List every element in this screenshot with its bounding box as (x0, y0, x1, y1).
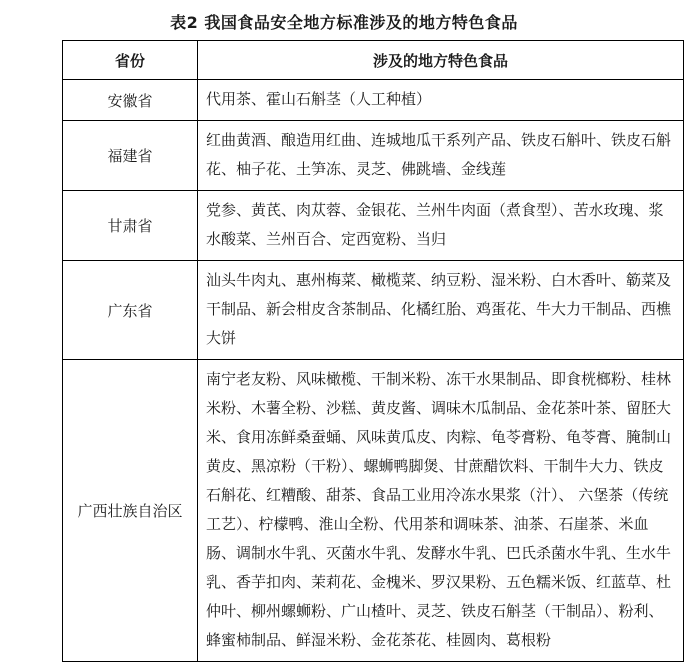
table-row (63, 261, 684, 360)
foods-cell: 党参、黄芪、肉苁蓉、金银花、兰州牛肉面（煮食型）、苦水玫瑰、浆水酸菜、兰州百合、定西宽粉、当归 (198, 191, 684, 261)
table-row (63, 121, 684, 191)
foods-cell: 代用茶、霍山石斛茎（人工种植） (198, 80, 684, 121)
foods-cell: 红曲黄酒、酿造用红曲、连城地瓜干系列产品、铁皮石斛叶、铁皮石斛花、柚子花、土笋冻、灵芝、佛跳墙、金线莲 (198, 121, 684, 191)
province-cell: 广西壮族自治区 (63, 360, 198, 662)
table-caption: 表2 我国食品安全地方标准涉及的地方特色食品 (170, 13, 518, 32)
province-cell: 广东省 (63, 261, 198, 360)
header-foods: 涉及的地方特色食品 (198, 41, 684, 80)
foods-cell: 汕头牛肉丸、惠州梅菜、橄榄菜、纳豆粉、湿米粉、白木香叶、簕菜及干制品、新会柑皮含茶制品、化橘红胎、鸡蛋花、牛大力干制品、西樵大饼 (198, 261, 684, 360)
province-cell: 福建省 (63, 121, 198, 191)
province-cell: 安徽省 (63, 80, 198, 121)
table-header-row (63, 41, 684, 80)
regional-foods-table (62, 40, 684, 662)
foods-cell: 南宁老友粉、风味橄榄、干制米粉、冻干水果制品、即食桄榔粉、桂林米粉、木薯全粉、沙糕、黄皮酱、调味木瓜制品、金花茶叶茶、留胚大米、食用冻鲜桑蚕蛹、风味黄瓜皮、肉粽、龟苓膏粉、龟苓膏、腌制山黄皮、黑凉粉（干粉）、螺蛳鸭脚煲、甘蔗醋饮料、干制牛大力、铁皮石斛花、红糟酸、甜茶、食品工业用冷冻水果浆（汁）、 六堡茶（传统工艺）、柠檬鸭、淮山全粉、代用茶和调味茶、油茶、石崖茶、米血肠、调制水牛乳、灭菌水牛乳、发酵水牛乳、巴氏杀菌水牛乳、生水牛乳、香芋扣肉、茉莉花、金槐米、罗汉果粉、五色糯米饭、红蓝草、杜仲叶、柳州螺蛳粉、广山楂叶、灵芝、铁皮石斛茎（干制品）、粉利、蜂蜜柿制品、鲜湿米粉、金花茶花、桂圆肉、葛根粉 (198, 360, 684, 662)
table-row (63, 191, 684, 261)
table-row (63, 80, 684, 121)
header-province: 省份 (63, 41, 198, 80)
table-row (63, 360, 684, 662)
province-cell: 甘肃省 (63, 191, 198, 261)
